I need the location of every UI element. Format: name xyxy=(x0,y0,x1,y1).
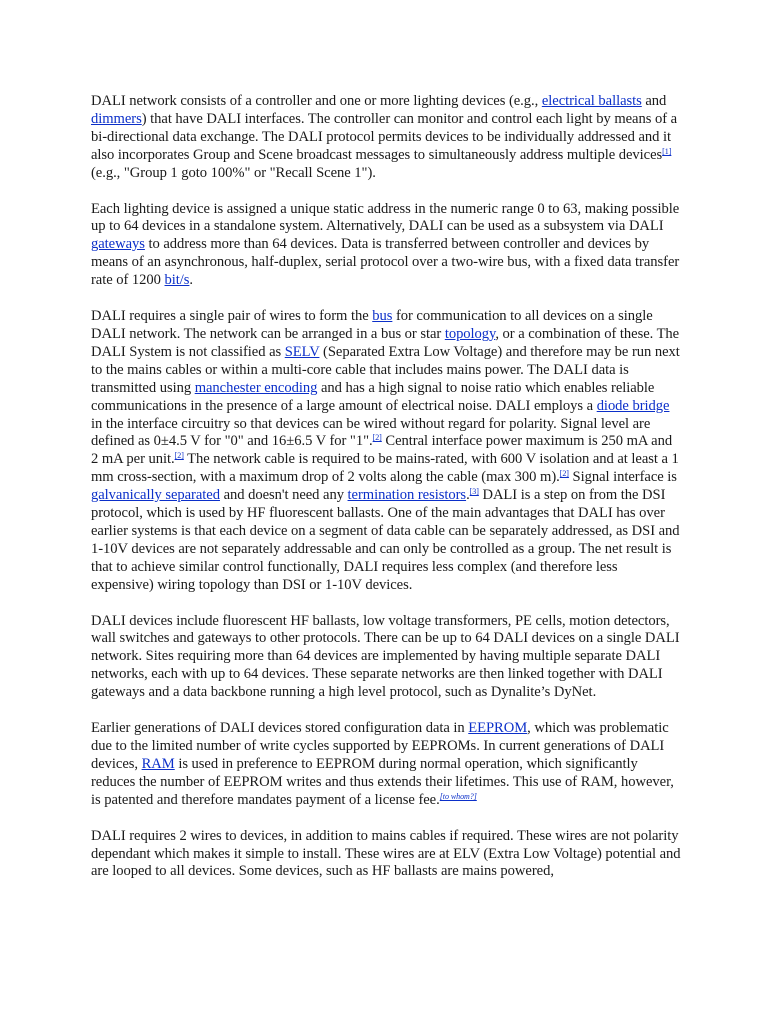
paragraph xyxy=(91,720,681,810)
paragraph xyxy=(91,828,681,882)
document-body xyxy=(91,93,681,899)
paragraph xyxy=(91,201,681,291)
citation xyxy=(560,469,569,478)
paragraph xyxy=(91,93,681,183)
link-topology[interactable]: topology xyxy=(444,325,496,342)
citation xyxy=(470,487,479,496)
ref-3[interactable]: [3] xyxy=(469,487,479,497)
body-text: DALI devices include fluorescent HF ballasts, low voltage transformers, PE cells, motion detectors, wall switches and gateways to other protocols. There can be up to 64 DALI devices on a single DALI network. Sites requiring more than 64 devices are implemented by having multiple separate DALI networks, each with up to 64 devices. These separate networks are then linked together with DALI gateways and a data backbone running a high level protocol, such as Dynalite’s DyNet. xyxy=(91,612,680,701)
body-text: and has a high signal to noise ratio which enables reliable communications in the presence of a large amount of electrical noise. DALI employs a xyxy=(91,379,655,414)
link-dimmers[interactable]: dimmers xyxy=(91,110,142,127)
body-text: , which was problematic due to the limited number of write cycles supported by EEPROMs. In current generations of DALI devices, xyxy=(91,720,669,772)
body-text: to address more than 64 devices. Data is transferred between controller and devices by means of an asynchronous, half-duplex, serial protocol over a two-wire bus, with a fixed data transfer rate of 1200 xyxy=(91,236,680,289)
link-gateways[interactable]: gateways xyxy=(91,236,145,253)
body-text: ) that have DALI interfaces. The controller can monitor and control each light by means of a bi-directional data exchange. The DALI protocol permits devices to be individually addressed and it also incorporates Group and Scene broadcast messages to simultaneously address multiple devices xyxy=(91,110,678,163)
body-text: The network cable is required to be mains-rated, with 600 V isolation and at least a 1 mm cross-section, with a maximum drop of 2 volts along the cable (max 300 m). xyxy=(91,451,679,486)
ref-2[interactable]: [2] xyxy=(174,451,184,461)
link-ram[interactable]: RAM xyxy=(141,755,175,772)
body-text: Earlier generations of DALI devices stored configuration data in xyxy=(91,720,469,737)
link-diode-bridge[interactable]: diode bridge xyxy=(596,397,670,414)
body-text: DALI is a step on from the DSI protocol, which is used by HF fluorescent ballasts. One of the main advantages that DALI has over earlier systems is that each device on a segment of data cable can be separately addressed, as DSI and 1-10V devices are not separately addressable and can only be controlled as a group. The net result is that to achieve similar control functionally, DALI requires less complex (and therefore less expensive) wiring topology than DSI or 1-10V devices. xyxy=(91,487,680,593)
citation xyxy=(662,147,671,156)
link-eeprom[interactable]: EEPROM xyxy=(468,720,528,737)
link-galvanically-separated[interactable]: galvanically separated xyxy=(91,487,220,504)
body-text: Each lighting device is assigned a unique static address in the numeric range 0 to 63, making possible up to 64 devices in a standalone system. Alternatively, DALI can be used as a subsystem via DALI xyxy=(91,200,680,235)
ref-2[interactable]: [2] xyxy=(372,433,382,443)
link-bus[interactable]: bus xyxy=(372,308,393,325)
link-bit-s[interactable]: bit/s xyxy=(164,272,190,289)
body-text: DALI requires 2 wires to devices, in addition to mains cables if required. These wires are not polarity dependant which makes it simple to install. These wires are at ELV (Extra Low Voltage) potential and are looped to all devices. Some devices, such as HF ballasts are mains powered, xyxy=(91,827,681,880)
ref-1[interactable]: [1] xyxy=(662,146,672,156)
body-text: . xyxy=(189,272,194,289)
body-text: and xyxy=(641,93,667,109)
body-text: Signal interface is xyxy=(568,469,677,486)
link-termination-resistors[interactable]: termination resistors xyxy=(347,487,467,504)
link-selv[interactable]: SELV xyxy=(284,343,320,360)
link-electrical-ballasts[interactable]: electrical ballasts xyxy=(541,93,642,109)
body-text: . xyxy=(466,487,470,504)
citation xyxy=(440,792,477,801)
citation xyxy=(373,433,382,442)
body-text: Central interface power maximum is 250 mA and 2 mA per unit. xyxy=(91,433,673,468)
body-text: DALI requires a single pair of wires to form the xyxy=(91,308,373,325)
ref-2[interactable]: [2] xyxy=(559,469,569,479)
paragraph xyxy=(91,308,681,595)
paragraph xyxy=(91,613,681,703)
body-text: (e.g., "Group 1 goto 100%" or "Recall Scene 1"). xyxy=(91,164,376,181)
body-text: DALI network consists of a controller and one or more lighting devices (e.g., xyxy=(91,93,542,109)
body-text: (Separated Extra Low Voltage) and therefore may be run next to the mains cables or within a multi-core cable that includes mains power. The DALI data is transmitted using xyxy=(91,343,680,396)
body-text: and doesn't need any xyxy=(219,487,348,504)
body-text: in the interface circuitry so that devices can be wired without regard for polarity. Signal level are defined as 0±4.5 V for "0" and 16±6.5 V for "1". xyxy=(91,415,651,450)
body-text: for communication to all devices on a single DALI network. The network can be arranged in a bus or star xyxy=(91,308,653,342)
body-text: is used in preference to EEPROM during normal operation, which significantly reduces the number of EEPROM writes and thus extends their lifetimes. This use of RAM, however, is patented and therefore mandates payment of a license fee. xyxy=(91,755,674,808)
ref-to-whom[interactable]: [to whom?] xyxy=(439,791,477,801)
citation xyxy=(175,451,184,460)
body-text: , or a combination of these. The DALI System is not classified as xyxy=(91,325,680,360)
link-manchester-encoding[interactable]: manchester encoding xyxy=(194,379,318,396)
